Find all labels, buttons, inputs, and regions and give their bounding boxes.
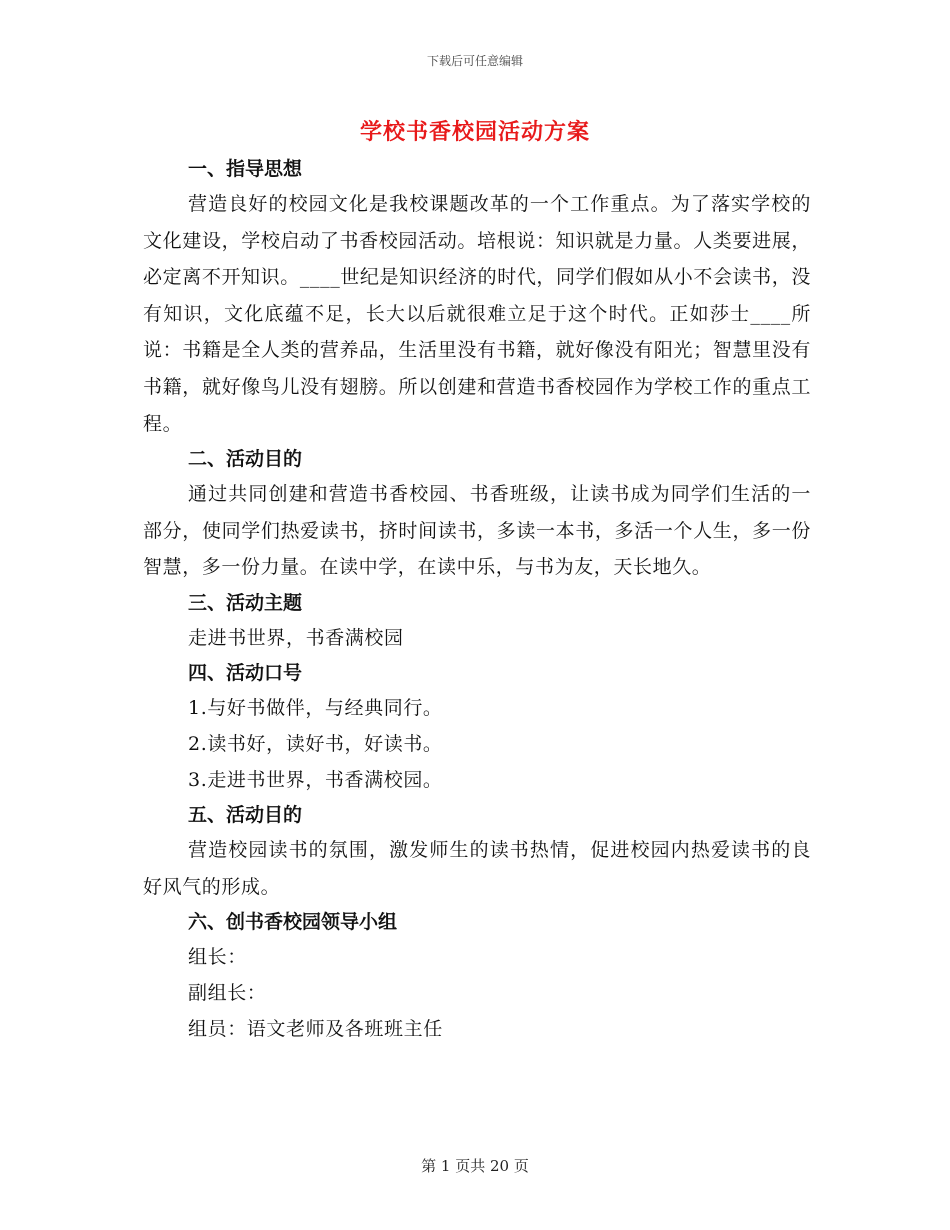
slogan-item: 3.走进书世界，书香满校园。 (188, 768, 443, 791)
document-title: 学校书香校园活动方案 (359, 120, 590, 145)
group-member-line: 副组长： (188, 982, 267, 1005)
section-paragraph: 营造校园读书的氛围，激发师生的读书热情，促进校园内热爱读书的良好风气的形成。 (143, 838, 811, 898)
section-heading: 一、指导思想 (188, 158, 303, 180)
group-member-line: 组长： (188, 946, 247, 969)
group-member-line: 组员：语文老师及各班班主任 (188, 1018, 443, 1041)
section-paragraph: 营造良好的校园文化是我校课题改革的一个工作重点。为了落实学校的文化建设，学校启动了书香校园活动。培根说：知识就是力量。人类要进展，必定离不开知识。____世纪是知识经济的时代，同学们假如从小不会读书，没有知识，文化底蕴不足，长大以后就很难立足于这个时代。正如莎士____所说：书籍是全人类的营养品，生活里没有书籍，就好像没有阳光；智慧里没有书籍，就好像鸟儿没有翅膀。所以创建和营造书香校园作为学校工作的重点工程。 (143, 193, 811, 435)
section-heading: 五、活动目的 (188, 803, 303, 826)
page-footer: 第 1 页共 20 页 (421, 1157, 529, 1175)
slogan-item: 1.与好书做伴，与经典同行。 (188, 696, 443, 719)
section-paragraph: 通过共同创建和营造书香校园、书香班级，让读书成为同学们生活的一部分，使同学们热爱读书，挤时间读书，多读一本书，多活一个人生，多一份智慧，多一份力量。在读中学，在读中乐，与书为友，天长地久。 (143, 483, 811, 579)
section-heading: 四、活动口号 (188, 661, 303, 684)
section-heading: 三、活动主题 (188, 591, 303, 614)
document-body (143, 152, 811, 1047)
section-heading: 二、活动目的 (188, 448, 303, 471)
header-note: 下载后可任意编辑 (426, 54, 523, 68)
theme-line: 走进书世界，书香满校园 (188, 626, 404, 649)
section-heading: 六、创书香校园领导小组 (188, 911, 398, 934)
slogan-item: 2.读书好，读好书，好读书。 (188, 732, 443, 755)
